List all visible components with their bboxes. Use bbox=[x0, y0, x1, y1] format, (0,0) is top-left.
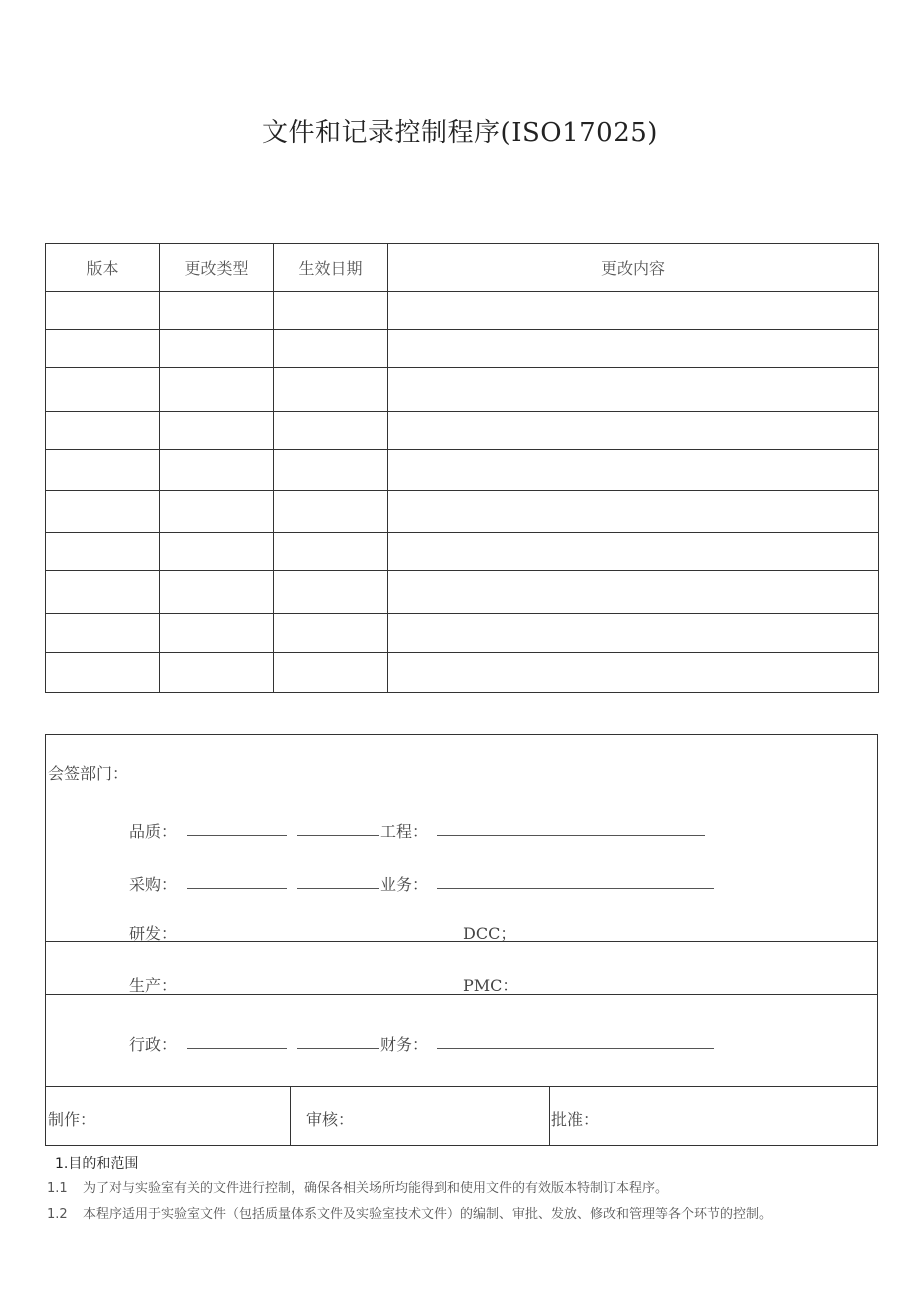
paragraph-number: 1.1 bbox=[47, 1181, 68, 1196]
reviewed-by-label: 审核： bbox=[306, 1110, 355, 1129]
dcc-label: DCC； bbox=[463, 924, 517, 943]
table-row bbox=[46, 491, 879, 533]
table-row bbox=[46, 653, 879, 693]
table-row bbox=[46, 368, 879, 412]
table-row bbox=[46, 292, 879, 330]
revision-table bbox=[45, 243, 879, 693]
signoff-box bbox=[45, 734, 878, 1146]
paragraph-1-2 bbox=[47, 1202, 877, 1228]
signoff-divider-2 bbox=[46, 994, 877, 995]
finance-signature-line[interactable] bbox=[437, 1048, 714, 1049]
business-label: 业务： bbox=[380, 875, 429, 894]
signoff-divider-1 bbox=[46, 941, 877, 942]
header-version: 版本 bbox=[46, 244, 160, 292]
paragraph-number: 1.2 bbox=[47, 1207, 68, 1222]
table-row bbox=[46, 450, 879, 491]
approved-by-label: 批准： bbox=[551, 1110, 600, 1129]
production-label: 生产： bbox=[129, 976, 178, 995]
admin-label: 行政： bbox=[129, 1035, 178, 1054]
header-change-content: 更改内容 bbox=[388, 244, 879, 292]
section-1-heading: 1.目的和范围 bbox=[55, 1156, 139, 1172]
table-row bbox=[46, 412, 879, 450]
paragraph-text: 为了对与实验室有关的文件进行控制，确保各相关场所均能得到和使用文件的有效版本特制订本程序。 bbox=[83, 1181, 669, 1196]
engineering-signature-line[interactable] bbox=[437, 835, 705, 836]
revision-header-row bbox=[46, 244, 879, 292]
footer-divider-2 bbox=[549, 1086, 550, 1145]
finance-label: 财务： bbox=[380, 1035, 429, 1054]
purchasing-signature-line-2[interactable] bbox=[297, 888, 379, 889]
countersign-departments-label: 会签部门： bbox=[48, 764, 129, 783]
signoff-divider-3 bbox=[46, 1086, 877, 1087]
quality-label: 品质： bbox=[129, 822, 178, 841]
paragraph-1-1 bbox=[47, 1176, 877, 1202]
admin-signature-line-2[interactable] bbox=[297, 1048, 379, 1049]
header-change-type: 更改类型 bbox=[160, 244, 274, 292]
paragraph-text: 本程序适用于实验室文件（包括质量体系文件及实验室技术文件）的编制、审批、发放、修改和管理等各个环节的控制。 bbox=[83, 1207, 773, 1222]
admin-signature-line[interactable] bbox=[187, 1048, 287, 1049]
purchasing-signature-line[interactable] bbox=[187, 888, 287, 889]
table-row bbox=[46, 614, 879, 653]
purchasing-label: 采购： bbox=[129, 875, 178, 894]
pmc-label: PMC： bbox=[463, 976, 519, 995]
rnd-label: 研发： bbox=[129, 924, 178, 943]
prepared-by-label: 制作： bbox=[48, 1110, 97, 1129]
footer-divider-1 bbox=[290, 1086, 291, 1145]
document-title: 文件和记录控制程序(ISO17025) bbox=[262, 118, 658, 148]
table-row bbox=[46, 533, 879, 571]
engineering-label: 工程： bbox=[380, 822, 429, 841]
quality-signature-line[interactable] bbox=[187, 835, 287, 836]
quality-signature-line-2[interactable] bbox=[297, 835, 379, 836]
business-signature-line[interactable] bbox=[437, 888, 714, 889]
table-row bbox=[46, 571, 879, 614]
header-effective-date: 生效日期 bbox=[274, 244, 388, 292]
table-row bbox=[46, 330, 879, 368]
